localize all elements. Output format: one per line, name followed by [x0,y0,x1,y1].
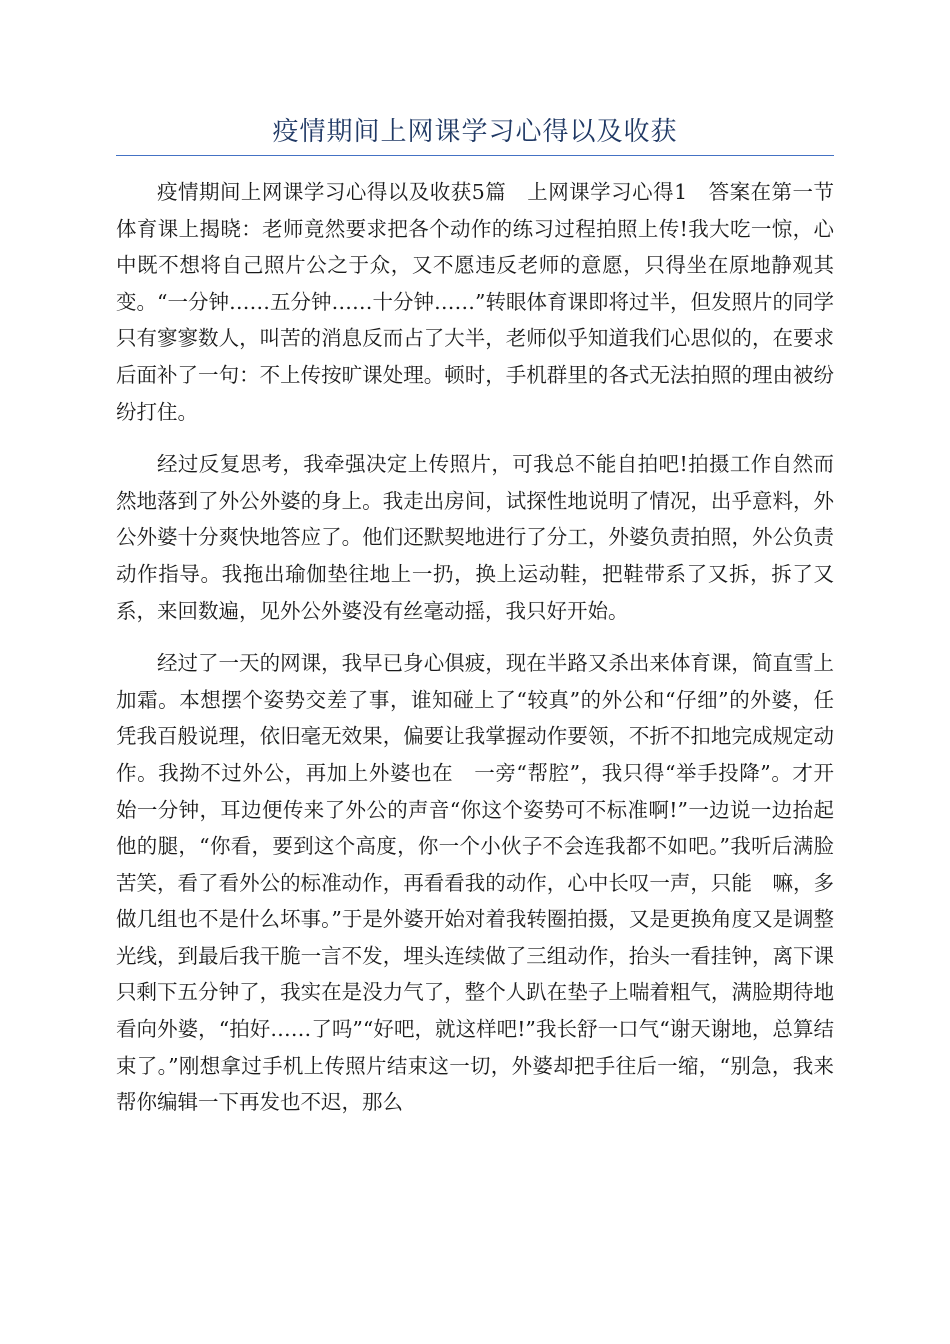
title-divider [116,155,834,156]
page-title: 疫情期间上网课学习心得以及收获 [272,117,678,147]
paragraph: 经过了一天的网课，我早已身心俱疲，现在半路又杀出来体育课，简直雪上加霜。本想摆个姿势交差了事，谁知碰上了“较真”的外公和“仔细”的外婆，任凭我百般说理，依旧毫无效果，偏要让我掌握动作要领，不折不扣地完成规定动作。我拗不过外公，再加上外婆也在 一旁“帮腔”，我只得“举手投降”。才开始一分钟，耳边便传来了外公的声音“你这个姿势可不标准啊!”一边说一边抬起他的腿，“你看，要到这个高度，你一个小伙子不会连我都不如吧。”我听后满脸苦笑，看了看外公的标准动作，再看看我的动作，心中长叹一声，只能 嘛，多做几组也不是什么坏事。”于是外婆开始对着我转圈拍摄，又是更换角度又是调整光线，到最后我干脆一言不发，埋头连续做了三组动作，抬头一看挂钟，离下课只剩下五分钟了，我实在是没力气了，整个人趴在垫子上喘着粗气，满脸期待地看向外婆，“拍好……了吗”“好吧，就这样吧!”我长舒一口气“谢天谢地，总算结束了。”刚想拿过手机上传照片结束这一切，外婆却把手往后一缩，“别急，我来帮你编辑一下再发也不迟，那么 [116,651,834,1115]
paragraph: 疫情期间上网课学习心得以及收获5篇 上网课学习心得1 答案在第一节体育课上揭晓：老师竟然要求把各个动作的练习过程拍照上传!我大吃一惊，心中既不想将自己照片公之于众，又不愿违反老师的意愿，只得坐在原地静观其变。“一分钟……五分钟……十分钟……”转眼体育课即将过半，但发照片的同学只有寥寥数人，叫苦的消息反而占了大半，老师似乎知道我们心思似的，在要求后面补了一句：不上传按旷课处理。顿时，手机群里的各式无法拍照的理由被纷纷打住。 [116,180,834,424]
document-body [116,174,834,1137]
paragraph: 经过反复思考，我牵强决定上传照片，可我总不能自拍吧!拍摄工作自然而然地落到了外公外婆的身上。我走出房间，试探性地说明了情况，出乎意料，外公外婆十分爽快地答应了。他们还默契地进行了分工，外婆负责拍照，外公负责动作指导。我拖出瑜伽垫往地上一扔，换上运动鞋，把鞋带系了又拆，拆了又系，来回数遍，见外公外婆没有丝毫动摇，我只好开始。 [116,452,834,623]
